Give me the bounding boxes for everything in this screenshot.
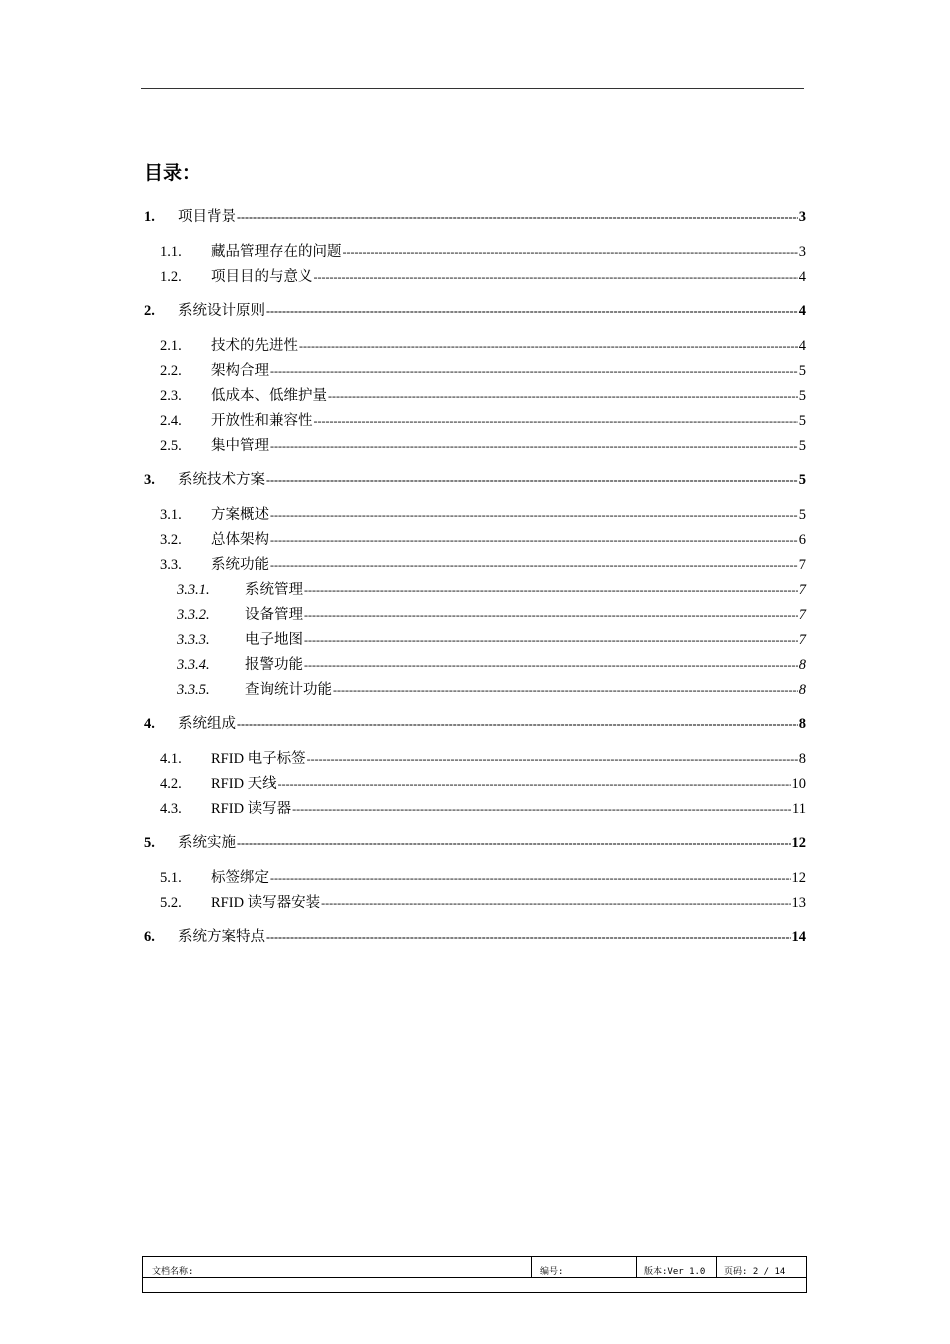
toc-dot-leader <box>270 558 798 573</box>
toc-entry-page: 12 <box>791 835 806 851</box>
footer-number-label: 编号: <box>540 1267 564 1277</box>
toc-entry[interactable] <box>144 925 806 946</box>
footer-separator <box>531 1257 532 1277</box>
toc-entry-page: 8 <box>798 751 806 767</box>
toc-entry[interactable] <box>160 384 806 405</box>
toc-entry-number: 5. <box>144 835 155 851</box>
toc-entry-number: 2.4. <box>160 413 182 429</box>
toc-entry-title: 开放性和兼容性 <box>211 413 313 429</box>
toc-entry-page: 5 <box>798 363 806 379</box>
toc-entry[interactable] <box>160 797 806 818</box>
footer-separator <box>636 1257 637 1277</box>
toc-dot-leader <box>266 930 791 945</box>
toc-entry-title: RFID 读写器安装 <box>211 895 321 911</box>
toc-dot-leader <box>343 245 798 260</box>
toc-dot-leader <box>266 473 798 488</box>
toc-dot-leader <box>266 304 798 319</box>
toc-entry[interactable] <box>160 747 806 768</box>
toc-entry[interactable] <box>177 678 806 699</box>
toc-entry-number: 2.1. <box>160 338 182 354</box>
toc-entry[interactable] <box>160 528 806 549</box>
toc-entry-number: 3.2. <box>160 532 182 548</box>
toc-dot-leader <box>270 508 798 523</box>
toc-entry-number: 3.3.4. <box>177 657 210 673</box>
toc-entry[interactable] <box>160 772 806 793</box>
toc-entry[interactable] <box>177 578 806 599</box>
page-footer <box>142 1256 807 1293</box>
toc-entry[interactable] <box>160 434 806 455</box>
toc-entry-title: 藏品管理存在的问题 <box>211 244 342 260</box>
toc-entry-page: 5 <box>798 413 806 429</box>
toc-entry-title: 查询统计功能 <box>245 682 332 698</box>
toc-entry[interactable] <box>144 831 806 852</box>
footer-doc-name-label: 文档名称: <box>152 1267 194 1277</box>
toc-entry-number: 3. <box>144 472 155 488</box>
toc-dot-leader <box>314 270 798 285</box>
toc-entry-number: 3.3.1. <box>177 582 210 598</box>
toc-entry-page: 5 <box>798 472 806 488</box>
toc-entry-title: 系统技术方案 <box>178 472 265 488</box>
toc-entry[interactable] <box>160 503 806 524</box>
toc-entry-page: 12 <box>791 870 806 886</box>
toc-entry-title: 报警功能 <box>245 657 303 673</box>
toc-entry[interactable] <box>160 553 806 574</box>
toc-entry-number: 1.1. <box>160 244 182 260</box>
toc-dot-leader <box>278 777 791 792</box>
toc-title: 目录： <box>144 162 202 184</box>
toc-entry[interactable] <box>160 265 806 286</box>
toc-entry-page: 3 <box>798 244 806 260</box>
toc-entry-title: 系统实施 <box>178 835 236 851</box>
toc-entry-title: 集中管理 <box>211 438 269 454</box>
toc-dot-leader <box>314 414 798 429</box>
toc-entry[interactable] <box>160 866 806 887</box>
toc-entry-title: 项目背景 <box>178 209 236 225</box>
toc-entry-number: 2.5. <box>160 438 182 454</box>
toc-entry-page: 6 <box>798 532 806 548</box>
toc-entry[interactable] <box>160 240 806 261</box>
toc-entry-number: 3.1. <box>160 507 182 523</box>
toc-entry-page: 14 <box>791 929 806 945</box>
toc-dot-leader <box>304 633 798 648</box>
toc-entry-title: 总体架构 <box>211 532 269 548</box>
toc-entry-page: 7 <box>798 557 806 573</box>
toc-entry-title: 系统组成 <box>178 716 236 732</box>
footer-separator <box>716 1257 717 1277</box>
toc-entry-page: 7 <box>798 632 806 648</box>
toc-entry-title: 电子地图 <box>245 632 303 648</box>
toc-entry[interactable] <box>177 653 806 674</box>
toc-dot-leader <box>299 339 798 354</box>
toc-entry-number: 4.1. <box>160 751 182 767</box>
toc-dot-leader <box>237 836 791 851</box>
toc-entry-number: 2.2. <box>160 363 182 379</box>
toc-entry-number: 1. <box>144 209 155 225</box>
toc-dot-leader <box>321 896 790 911</box>
toc-entry-title: 系统方案特点 <box>178 929 265 945</box>
toc-entry[interactable] <box>144 205 806 226</box>
toc-entry-title: 技术的先进性 <box>211 338 298 354</box>
header-rule <box>141 88 804 89</box>
toc-dot-leader <box>304 608 798 623</box>
toc-entry-page: 5 <box>798 388 806 404</box>
toc-dot-leader <box>292 802 791 817</box>
toc-entry-title: 项目目的与意义 <box>211 269 313 285</box>
toc-entry-number: 4.2. <box>160 776 182 792</box>
toc-entry-number: 3.3.5. <box>177 682 210 698</box>
toc-dot-leader <box>237 717 798 732</box>
toc-entry-title: 标签绑定 <box>211 870 269 886</box>
toc-entry[interactable] <box>144 712 806 733</box>
toc-entry-number: 1.2. <box>160 269 182 285</box>
toc-entry-number: 2.3. <box>160 388 182 404</box>
toc-entry-page: 11 <box>792 801 806 817</box>
toc-entry-number: 3.3. <box>160 557 182 573</box>
toc-dot-leader <box>270 533 798 548</box>
toc-entry-title: RFID 天线 <box>211 776 277 792</box>
toc-entry[interactable] <box>144 468 806 489</box>
toc-entry-page: 8 <box>798 682 806 698</box>
toc-entry-number: 4. <box>144 716 155 732</box>
toc-entry[interactable] <box>160 334 806 355</box>
toc-entry-title: 设备管理 <box>245 607 303 623</box>
toc-entry[interactable] <box>160 891 806 912</box>
toc-entry-page: 7 <box>798 607 806 623</box>
toc-entry-title: RFID 电子标签 <box>211 751 306 767</box>
toc-entry-title: 系统设计原则 <box>178 303 265 319</box>
toc-entry-page: 8 <box>798 716 806 732</box>
toc-entry-number: 6. <box>144 929 155 945</box>
toc-entry-number: 5.2. <box>160 895 182 911</box>
toc-dot-leader <box>307 752 798 767</box>
toc-dot-leader <box>270 364 798 379</box>
toc-entry-page: 3 <box>798 209 806 225</box>
toc-entry-page: 13 <box>791 895 806 911</box>
toc-entry-page: 5 <box>798 438 806 454</box>
toc-entry-number: 4.3. <box>160 801 182 817</box>
toc-dot-leader <box>237 210 798 225</box>
toc-dot-leader <box>270 439 798 454</box>
toc-entry-page: 5 <box>798 507 806 523</box>
toc-dot-leader <box>304 658 798 673</box>
toc-entry-page: 7 <box>798 582 806 598</box>
toc-entry[interactable] <box>160 359 806 380</box>
toc-dot-leader <box>333 683 798 698</box>
toc-entry[interactable] <box>144 299 806 320</box>
footer-divider <box>143 1277 806 1278</box>
toc-entry-page: 8 <box>798 657 806 673</box>
footer-page-code: 页码: 2 / 14 <box>724 1267 786 1277</box>
toc-entry-title: 低成本、低维护量 <box>211 388 327 404</box>
toc-entry-title: 系统功能 <box>211 557 269 573</box>
toc-entry-number: 2. <box>144 303 155 319</box>
toc-entry-page: 4 <box>798 338 806 354</box>
toc-entry-page: 4 <box>798 269 806 285</box>
toc-entry[interactable] <box>177 628 806 649</box>
toc-entry-number: 3.3.3. <box>177 632 210 648</box>
toc-entry-page: 10 <box>791 776 806 792</box>
toc-entry-number: 5.1. <box>160 870 182 886</box>
footer-version: 版本:Ver 1.0 <box>644 1267 706 1277</box>
toc-entry-title: 系统管理 <box>245 582 303 598</box>
toc-entry-title: RFID 读写器 <box>211 801 292 817</box>
toc-entry-page: 4 <box>798 303 806 319</box>
toc-entry-title: 方案概述 <box>211 507 269 523</box>
toc-dot-leader <box>328 389 798 404</box>
toc-entry[interactable] <box>160 409 806 430</box>
toc-dot-leader <box>304 583 798 598</box>
toc-entry[interactable] <box>177 603 806 624</box>
toc-entry-title: 架构合理 <box>211 363 269 379</box>
toc-entry-number: 3.3.2. <box>177 607 210 623</box>
toc-dot-leader <box>270 871 791 886</box>
